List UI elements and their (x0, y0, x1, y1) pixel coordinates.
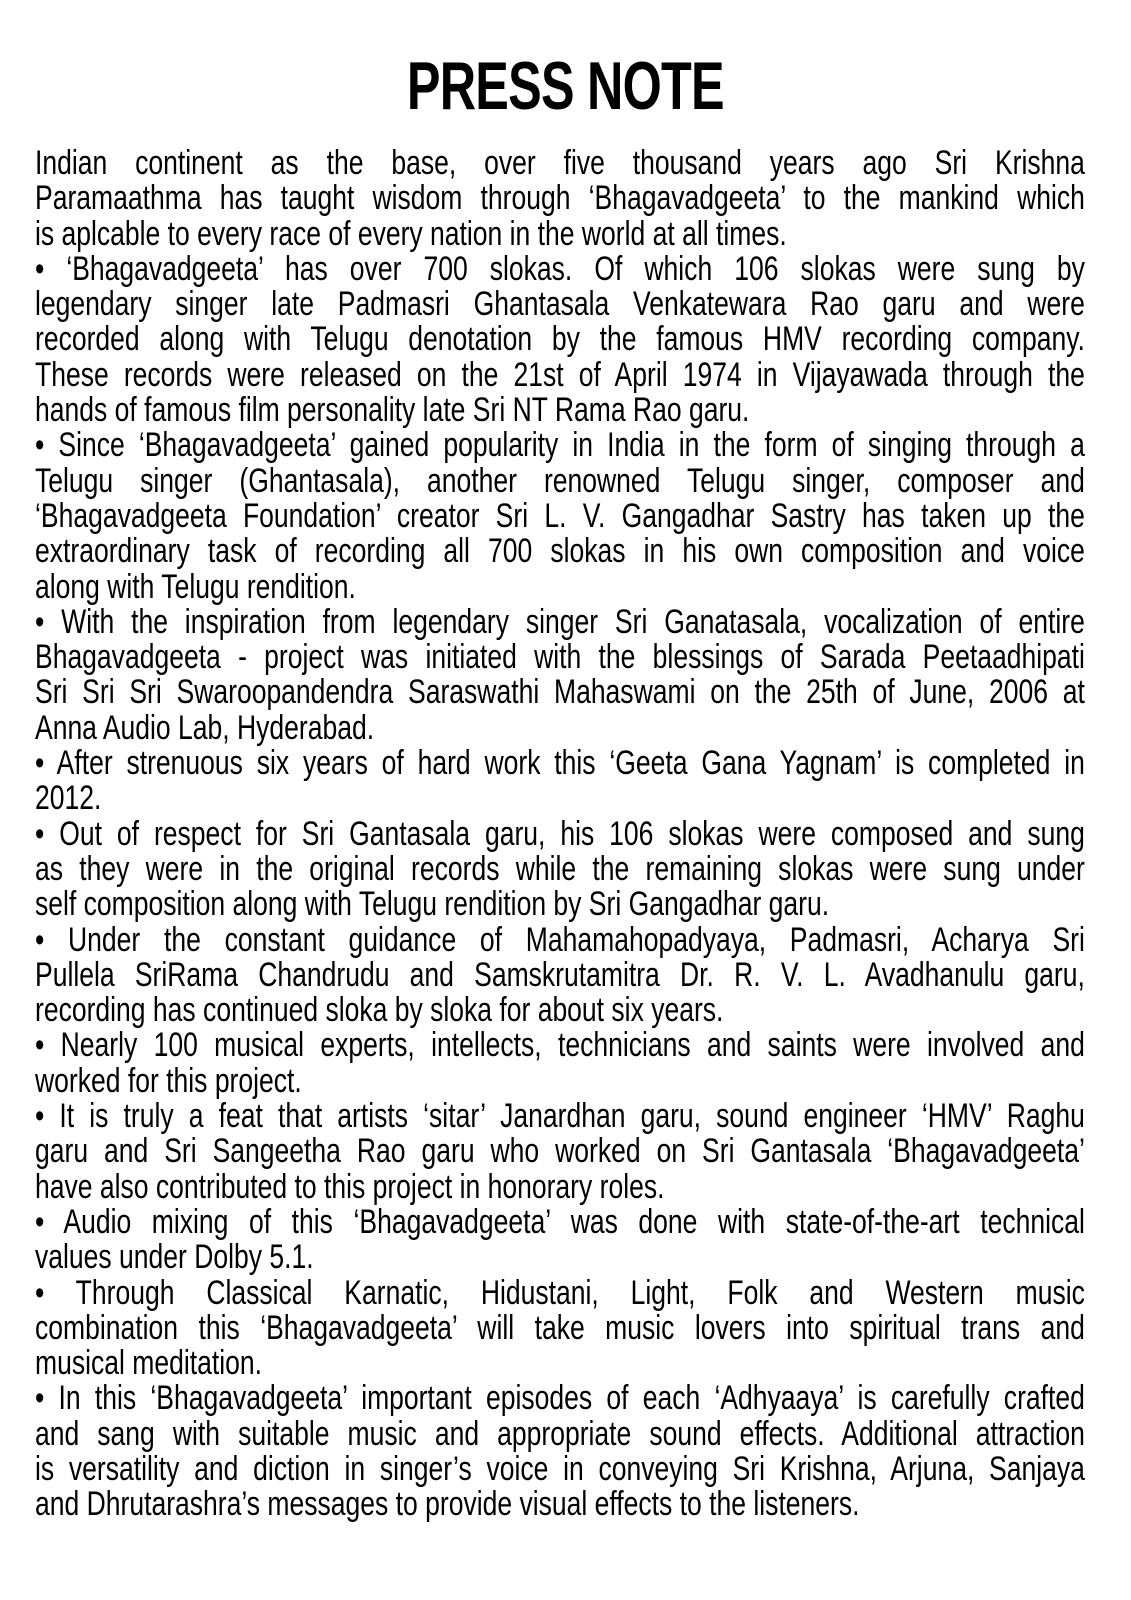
text-line: Sri Sri Sri Swaroopandendra Saraswathi Mahaswami on the 25th of June, 2006 at (35, 673, 1085, 712)
page-title: PRESS NOTE (406, 48, 724, 124)
text-line: • It is truly a feat that artists ‘sitar’ Janardhan garu, sound engineer ‘HMV’ Raghu (35, 1097, 1085, 1136)
text-line: • Out of respect for Sri Gantasala garu, his 106 slokas were composed and sung (35, 814, 1085, 853)
text-line: garu and Sri Sangeetha Rao garu who worked on Sri Gantasala ‘Bhagavadgeeta’ (35, 1132, 1085, 1171)
text-line: • ‘Bhagavadgeeta’ has over 700 slokas. Of which 106 slokas were sung by (35, 249, 1085, 288)
text-line: • Under the constant guidance of Mahamahopadyaya, Padmasri, Acharya Sri (35, 920, 1085, 959)
text-line: Indian continent as the base, over five thousand years ago Sri Krishna (35, 144, 1085, 182)
text-line: is aplcable to every race of every nation in the world at all times. (35, 214, 787, 253)
text-line: musical meditation. (35, 1344, 262, 1383)
text-line: recording has continued sloka by sloka for about six years. (35, 991, 724, 1030)
text-line: • Nearly 100 musical experts, intellects, technicians and saints were involved and (35, 1026, 1085, 1065)
text-line: • Audio mixing of this ‘Bhagavadgeeta’ was done with state-of-the-art technical (35, 1202, 1085, 1241)
press-note-body (35, 146, 1085, 1523)
text-line: • After strenuous six years of hard work this ‘Geeta Gana Yagnam’ is completed in (35, 744, 1085, 783)
text-line: Pullela SriRama Chandrudu and Samskrutamitra Dr. R. V. L. Avadhanulu garu, (35, 955, 1085, 994)
text-line: Paramaathma has taught wisdom through ‘Bhagavadgeeta’ to the mankind which (35, 179, 1085, 218)
text-line: Telugu singer (Ghantasala), another renowned Telugu singer, composer and (35, 461, 1085, 500)
paragraph (35, 1273, 1085, 1383)
text-line: 2012. (35, 779, 102, 818)
text-line: • With the inspiration from legendary singer Sri Ganatasala, vocalization of entire (35, 602, 1085, 641)
paragraph (35, 249, 1085, 430)
text-line: Anna Audio Lab, Hyderabad. (35, 708, 375, 747)
text-line: have also contributed to this project in honorary roles. (35, 1167, 665, 1206)
text-line: self composition along with Telugu rendition by Sri Gangadhar garu. (35, 885, 830, 924)
text-line: and sang with suitable music and appropriate sound effects. Additional attraction (35, 1414, 1085, 1453)
text-line: is versatility and diction in singer’s voice in conveying Sri Krishna, Arjuna, Sanjaya (35, 1449, 1085, 1488)
text-line: • In this ‘Bhagavadgeeta’ important episodes of each ‘Adhyaaya’ is carefully crafted (35, 1379, 1085, 1418)
text-line: ‘Bhagavadgeeta Foundation’ creator Sri L. V. Gangadhar Sastry has taken up the (35, 496, 1085, 535)
paragraph (35, 602, 1085, 747)
text-line: Bhagavadgeeta - project was initiated with the blessings of Sarada Peetaadhipati (35, 638, 1085, 677)
paragraph (35, 920, 1085, 1030)
text-line: recorded along with Telugu denotation by the famous HMV recording company. (35, 320, 1085, 359)
text-line: hands of famous film personality late Sri NT Rama Rao garu. (35, 391, 750, 430)
text-line: These records were released on the 21st of April 1974 in Vijayawada through the (35, 355, 1085, 394)
paragraph (35, 146, 1085, 252)
text-line: combination this ‘Bhagavadgeeta’ will take music lovers into spiritual trans and (35, 1308, 1085, 1347)
paragraph (35, 1381, 1085, 1522)
text-line: legendary singer late Padmasri Ghantasala Venkatewara Rao garu and were (35, 285, 1085, 324)
text-line: along with Telugu rendition. (35, 567, 356, 606)
text-line: worked for this project. (35, 1061, 302, 1100)
text-line: and Dhrutarashra’s messages to provide visual effects to the listeners. (35, 1485, 860, 1524)
text-line: extraordinary task of recording all 700 slokas in his own composition and voice (35, 532, 1085, 571)
paragraph (35, 814, 1085, 924)
text-line: • Through Classical Karnatic, Hidustani, Light, Folk and Western music (35, 1273, 1085, 1312)
text-line: as they were in the original records while the remaining slokas were sung under (35, 849, 1085, 888)
paragraph (35, 1202, 1085, 1277)
paragraph (35, 428, 1085, 604)
paragraph (35, 746, 1085, 817)
text-line: values under Dolby 5.1. (35, 1238, 314, 1277)
paragraph (35, 1028, 1085, 1099)
paragraph (35, 1099, 1085, 1205)
text-line: • Since ‘Bhagavadgeeta’ gained popularity in India in the form of singing through a (35, 426, 1085, 465)
